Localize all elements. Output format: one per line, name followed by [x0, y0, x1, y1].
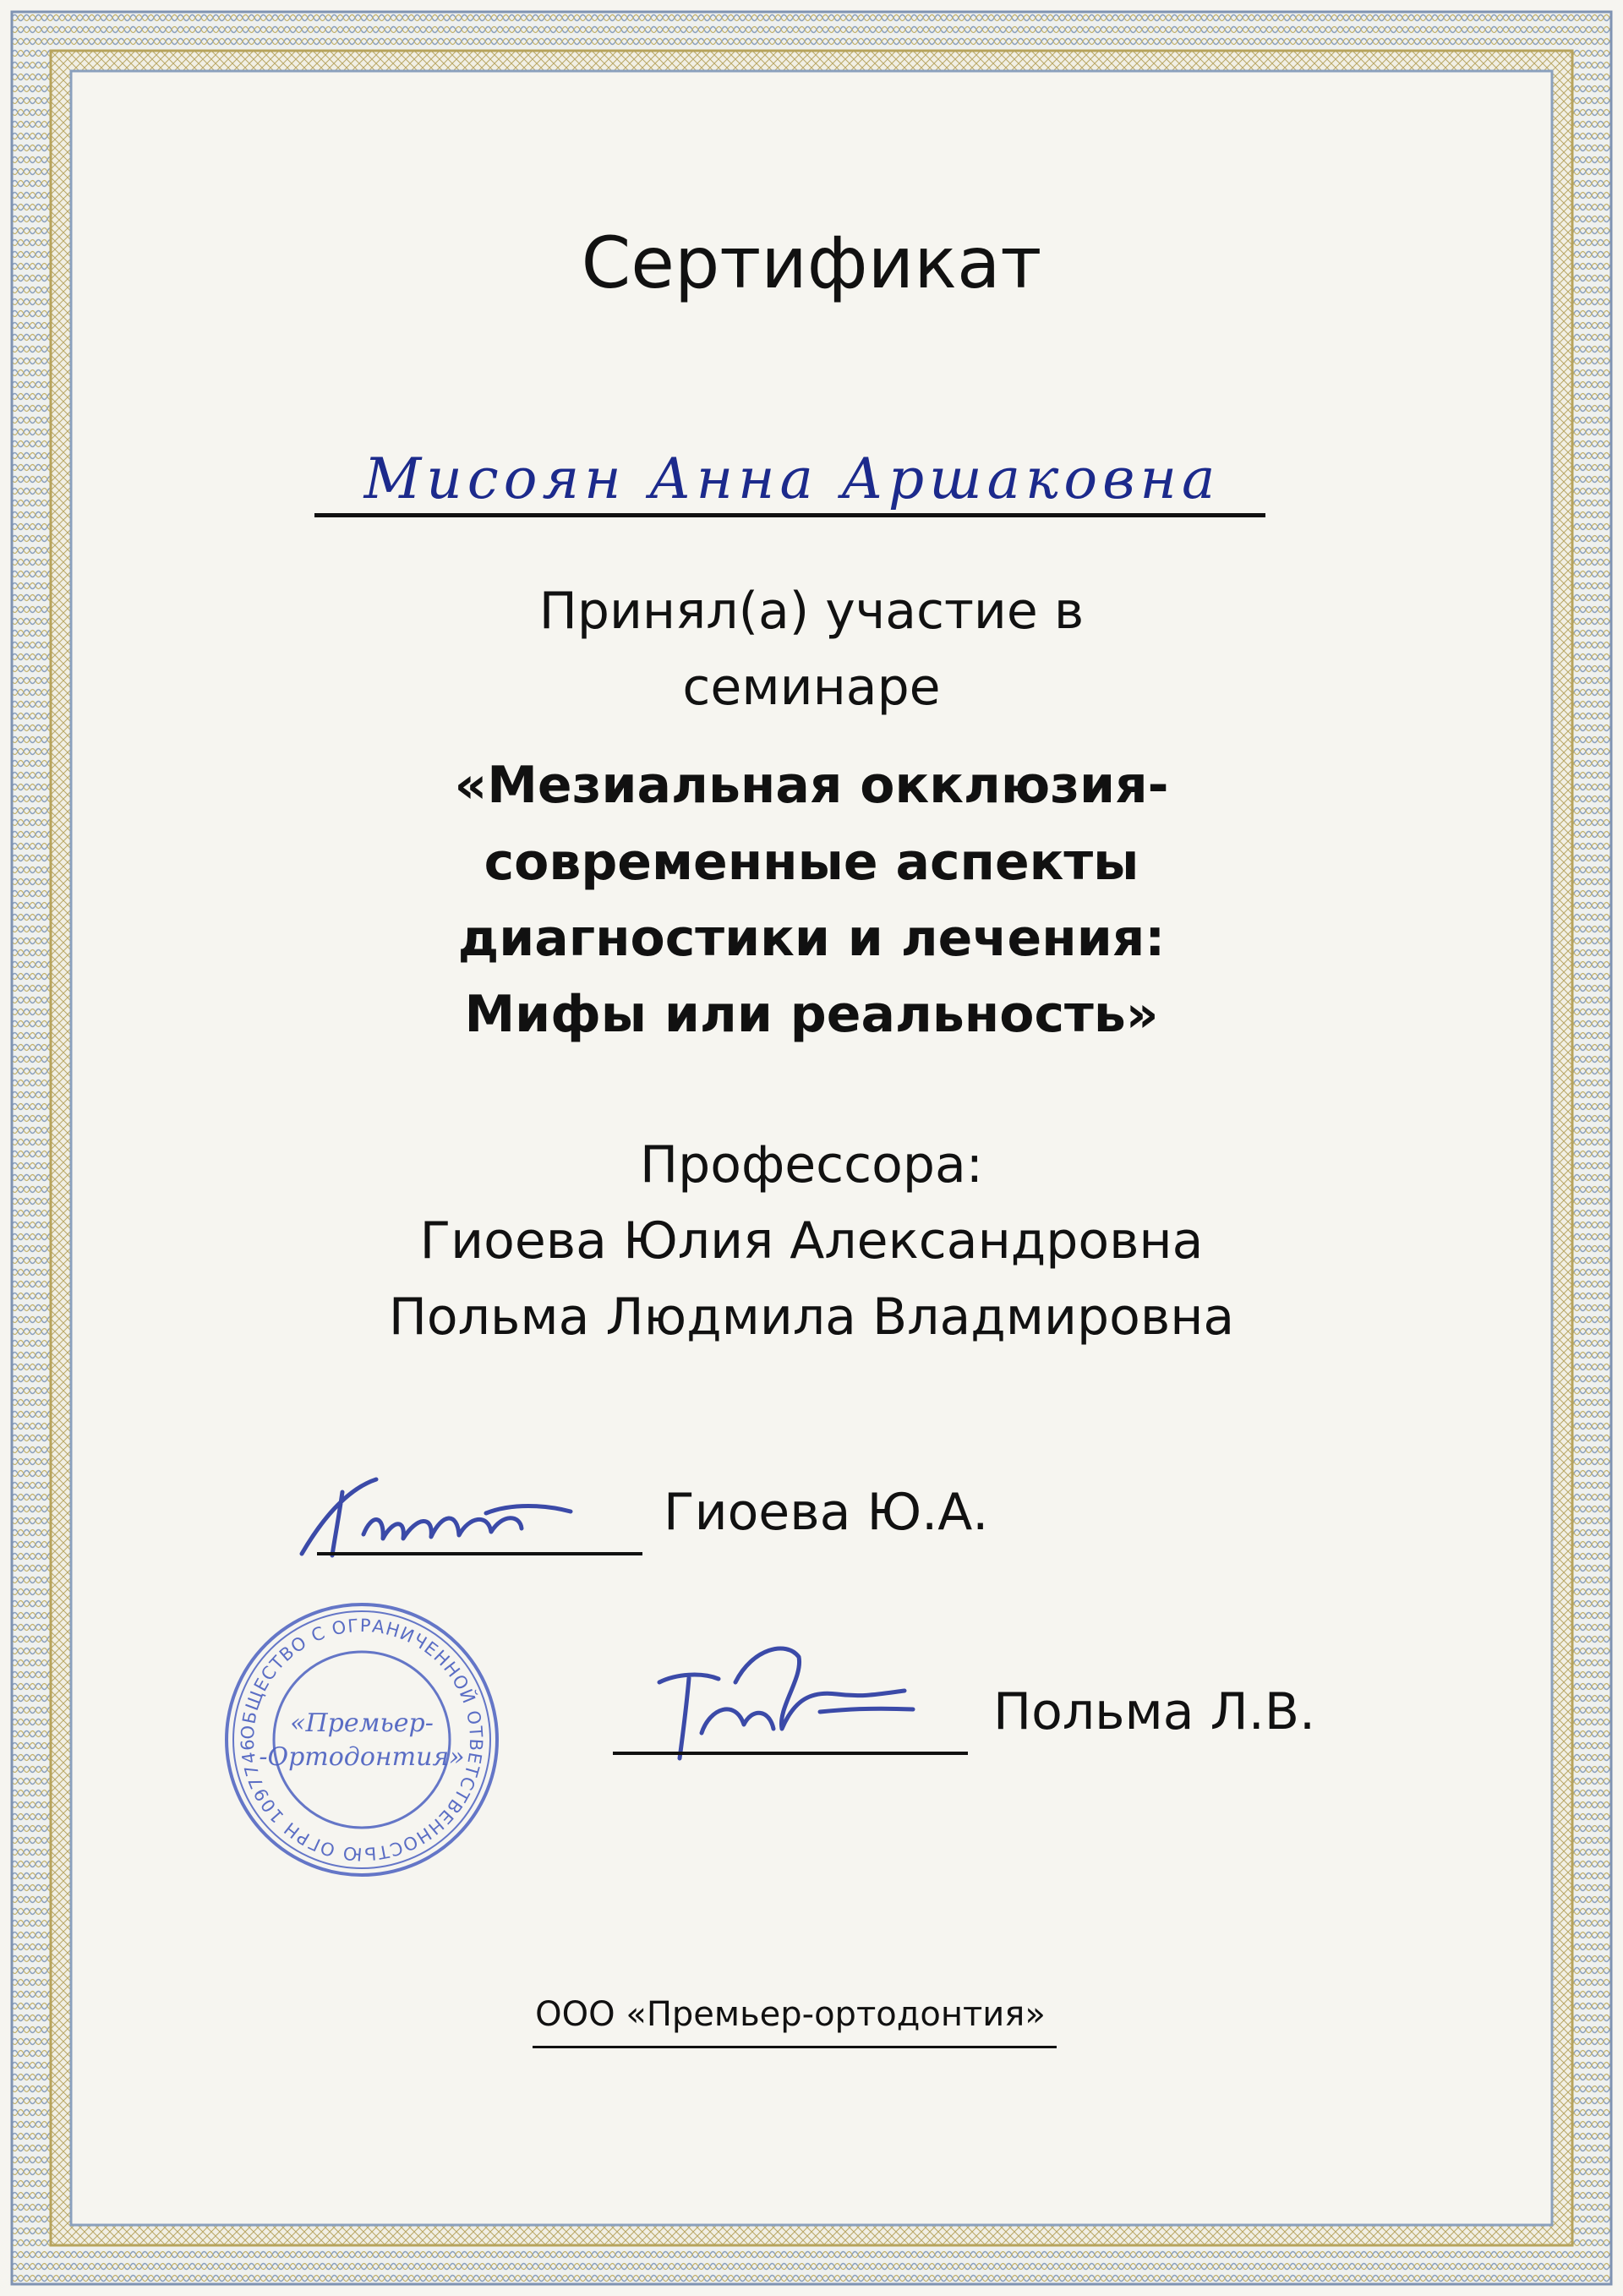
certificate-title: Сертификат	[581, 221, 1042, 304]
company-underline	[533, 2046, 1057, 2048]
name-underline	[314, 513, 1265, 517]
professor-2: Польма Людмила Владмировна	[388, 1287, 1235, 1347]
participant-name-field	[314, 431, 1265, 541]
seminar-title-line-2: современные аспекты	[484, 833, 1139, 892]
professors-label: Профессора:	[640, 1135, 983, 1194]
stamp-ring-text: ОБЩЕСТВО С ОГРАНИЧЕННОЙ ОТВЕТСТВЕННОСТЬЮ ОГРН 1097746	[237, 1615, 487, 1865]
signer-name-2: Польма Л.В.	[993, 1682, 1316, 1741]
stamp-center-text-2: -Ортодонтия»	[259, 1742, 465, 1772]
seminar-title-line-1: «Мезиальная окклюзия-	[454, 756, 1169, 815]
seminar-word: семинаре	[682, 658, 941, 717]
signature-line-2	[613, 1752, 968, 1755]
signature-block-1	[292, 1454, 1052, 1572]
signature-block-2	[609, 1632, 1369, 1775]
seminar-title-line-4: Мифы или реальность»	[464, 985, 1159, 1044]
company-stamp	[218, 1596, 505, 1883]
professor-1: Гиоева Юлия Александровна	[419, 1211, 1204, 1271]
stamp-center-text-1: «Премьер-	[290, 1708, 434, 1738]
signature-line-1	[317, 1552, 642, 1555]
signer-name-1: Гиоева Ю.А.	[664, 1483, 989, 1542]
seminar-title-line-3: диагностики и лечения:	[457, 909, 1166, 968]
took-part-text: Принял(а) участие в	[538, 582, 1085, 641]
company-name: ООО «Премьер-ортодонтия»	[535, 1995, 1046, 2034]
participant-name: Мисоян Анна Аршаковна	[363, 446, 1221, 511]
stamp-graphic	[218, 1596, 505, 1883]
